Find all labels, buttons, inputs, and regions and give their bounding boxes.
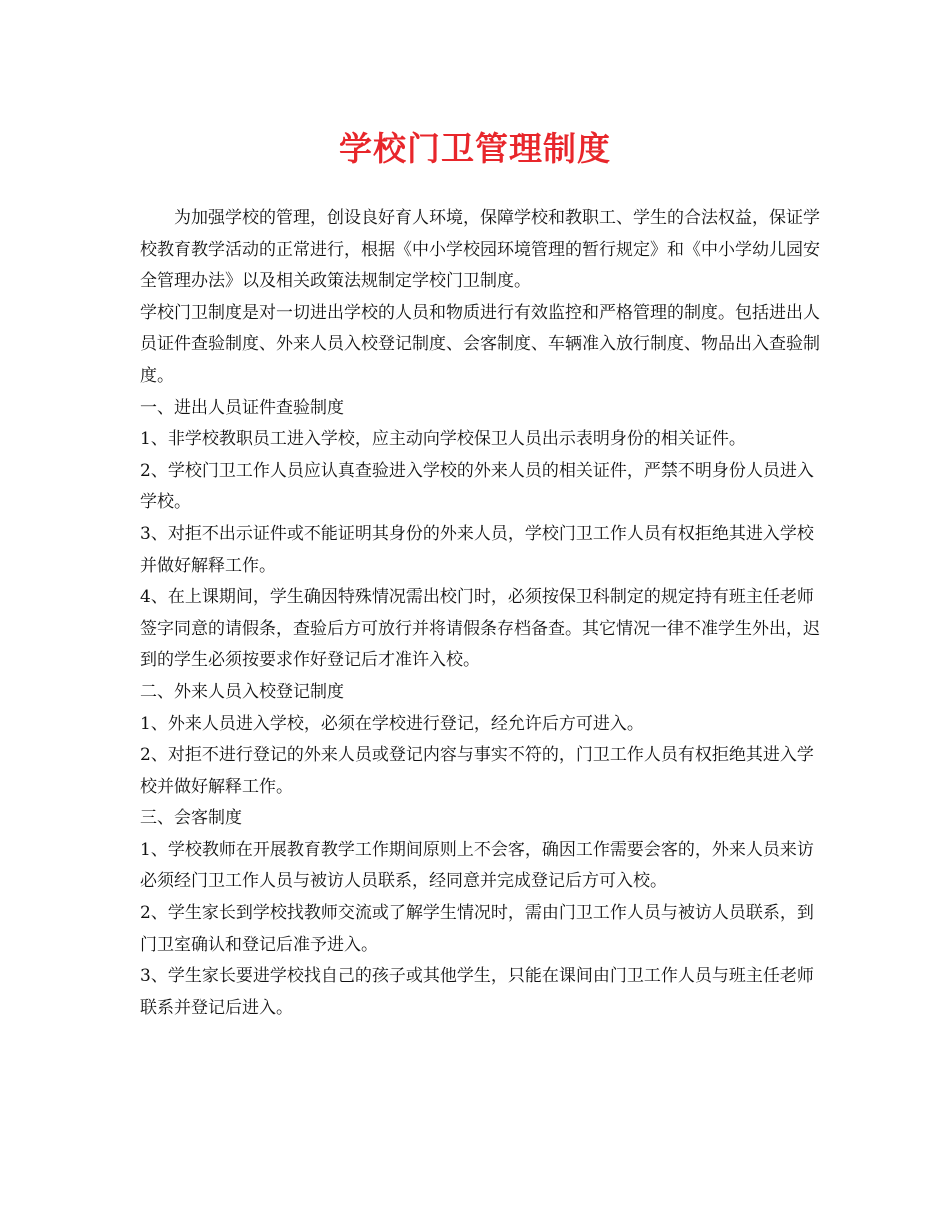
list-item: 4、在上课期间，学生确因特殊情况需出校门时，必须按保卫科制定的规定持有班主任老师签字同意的请假条，查验后方可放行并将请假条存档备查。其它情况一律不准学生外出，迟到的学生必须按要求作好登记后才准许入校。	[140, 587, 820, 671]
list-item: 2、对拒不进行登记的外来人员或登记内容与事实不符的，门卫工作人员有权拒绝其进入学校并做好解释工作。	[140, 745, 814, 797]
overview-paragraph: 学校门卫制度是对一切进出学校的人员和物质进行有效监控和严格管理的制度。包括进出人员证件查验制度、外来人员入校登记制度、会客制度、车辆准入放行制度、物品出入查验制度。	[140, 302, 820, 386]
list-item: 1、外来人员进入学校，必须在学校进行登记，经允许后方可进入。	[140, 713, 644, 734]
intro-paragraph: 为加强学校的管理，创设良好育人环境，保障学校和教职工、学生的合法权益，保证学校教育教学活动的正常进行，根据《中小学校园环境管理的暂行规定》和《中小学幼儿园安全管理办法》以及相关政策法规制定学校门卫制度。	[140, 208, 820, 292]
list-item: 2、学校门卫工作人员应认真查验进入学校的外来人员的相关证件，严禁不明身份人员进入学校。	[140, 460, 814, 513]
list-item: 1、学校教师在开展教育教学工作期间原则上不会客，确因工作需要会客的，外来人员来访必须经门卫工作人员与被访人员联系，经同意并完成登记后方可入校。	[140, 839, 814, 892]
document-body	[140, 203, 825, 1024]
document-title: 学校门卫管理制度	[339, 129, 611, 168]
list-item: 3、学生家长要进学校找自己的孩子或其他学生，只能在课间由门卫工作人员与班主任老师联系并登记后进入。	[140, 966, 814, 1018]
section-heading-id-check: 一、进出人员证件查验制度	[140, 397, 344, 418]
section-heading-visiting: 三、会客制度	[140, 808, 242, 829]
list-item: 2、学生家长到学校找教师交流或了解学生情况时，需由门卫工作人员与被访人员联系，到门卫室确认和登记后准予进入。	[140, 903, 814, 955]
list-item: 1、非学校教职员工进入学校，应主动向学校保卫人员出示表明身份的相关证件。	[140, 429, 746, 450]
section-heading-visitor-registration: 二、外来人员入校登记制度	[140, 681, 344, 702]
list-item: 3、对拒不出示证件或不能证明其身份的外来人员，学校门卫工作人员有权拒绝其进入学校并做好解释工作。	[140, 523, 814, 576]
